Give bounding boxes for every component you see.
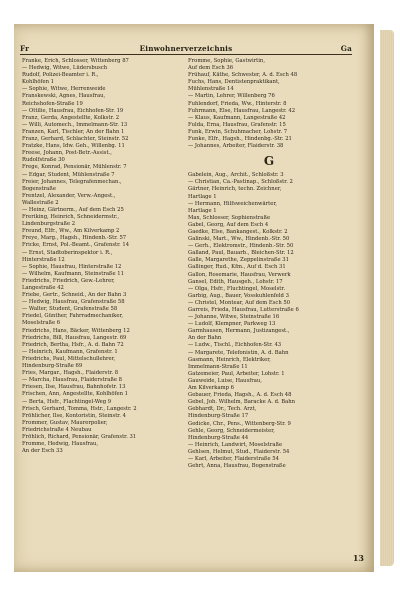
directory-entry: Gedicke, Chr., Pens., Wittenberg-Str. 9: [188, 420, 291, 427]
directory-entry: Frentzel, Alexander, Verw.-Angest.,: [22, 192, 116, 199]
directory-entry: — Edgar, Student, Mühlenstraße 7: [22, 171, 115, 178]
directory-entry: Hindenburg-Straße 17: [188, 413, 249, 420]
directory-entry: Immelmann-Straße 11: [188, 363, 248, 370]
directory-entry: Friedel, Günther, Fahrradmechaniker,: [22, 313, 124, 320]
directory-entry: — Johannes, Arbeiter, Flaiderstr. 38: [188, 143, 284, 150]
directory-entry: Frisch, Gerhard, Tomma, Hstr., Langestr. 2: [22, 405, 137, 412]
right-column-bottom: [188, 172, 350, 470]
directory-entry: Friebe, Gertr., Schneid., An der Bahn 3: [22, 292, 127, 299]
directory-entry: Galinski, Mart., Ww., Hindenb.-Str. 50: [188, 236, 290, 243]
directory-entry: Frischen, Ann, Angestellte, Kohlhöfen 1: [22, 391, 129, 398]
left-column: [22, 58, 184, 455]
directory-entry: Gallinger, Rud., Kfm., Auf d. Esch 31: [188, 264, 286, 271]
directory-entry: Franz, Gerda, Angestellte, Kolkstr. 2: [22, 114, 120, 121]
directory-entry: An der Bahn: [188, 335, 222, 342]
directory-entry: Gebel, Joh. Wilhelm, Baracke A. d. Bahn: [188, 399, 296, 406]
directory-entry: Funke, Elfr., Hagsh., Hindenbg.-Str. 21: [188, 136, 292, 143]
directory-entry: Gaedke, Else, Bankangest., Kolkstr. 2: [188, 228, 288, 235]
directory-entry: Fröhlich, Richard, Pensionär, Grafenstr. 31: [22, 433, 137, 440]
directory-entry: Fratzke, Hans, Idw. Geh., Willenbg. 11: [22, 143, 125, 150]
directory-entry: Auf dem Esch 36: [188, 65, 234, 72]
directory-entry: Hindenburg-Straße 44: [188, 434, 249, 441]
directory-entry: Hindenburg-Straße 69: [22, 363, 83, 370]
directory-entry: Lindenburgstraße 2: [22, 221, 76, 228]
directory-entry: — Karl, Arbeiter, Flaiderstraße 54: [188, 455, 279, 462]
directory-entry: Garbig, Aug., Bauer, Vosskuhlenfeld 3: [188, 292, 289, 299]
directory-entry: — Sophie, Hausfrau, Hinterstraße 12: [22, 263, 122, 270]
directory-entry: Fromme, Sophie, Gastwirtin,: [188, 58, 265, 64]
directory-entry: Reichshofen-Straße 19: [22, 100, 83, 107]
directory-entry: Friedrichs, Bill, Hausfrau, Langestr. 69: [22, 334, 127, 341]
directory-entry: An der Esch 33: [22, 448, 63, 455]
header-left: Fr: [20, 44, 30, 53]
directory-entry: — Margarete, Telefonistin, A. d. Bahn: [188, 349, 289, 356]
directory-entry: Fries, Margar., Hagsh., Flaiderstr. 8: [22, 370, 119, 377]
directory-entry: Gehrt, Anna, Hausfrau, Bogenstraße: [188, 463, 286, 470]
directory-entry: Kohlhöfen 1: [22, 79, 54, 86]
running-header: [20, 44, 352, 54]
directory-entry: — Hedwig, Witwe, Lüdersbusch: [22, 65, 108, 72]
directory-entry: Frühauf, Käthe, Schwester, A. d. Esch 48: [188, 72, 298, 79]
directory-entry: Freese, Johann, Post-Betr.-Assist.,: [22, 150, 112, 157]
directory-entry: Gabelein, Aug., Archit., Schloßstr. 3: [188, 172, 284, 179]
directory-entry: — Walter, Student, Grafenstraße 58: [22, 306, 118, 313]
directory-entry: Friedrichs, Friedrich, Gew.-Lehrer,: [22, 277, 115, 284]
directory-entry: Hartlage 1: [188, 207, 217, 214]
directory-entry: Frommer, Gustav, Maurerpolier,: [22, 419, 108, 426]
directory-entry: Gebauer, Frieda, Hagsh., A. d. Esch 48: [188, 392, 292, 399]
directory-entry: — Wilhelm, Kaufmann, Steinstraße 11: [22, 270, 124, 277]
directory-entry: Gasmann, Heinrich, Elektriker,: [188, 356, 271, 363]
directory-entry: — Heinrich, Kaufmann, Grafenstr. 1: [22, 348, 118, 355]
directory-entry: Galland, Paul, Bauarb., Bleichen-Str. 12: [188, 250, 294, 257]
page-number: 13: [352, 553, 364, 563]
directory-entry: Franzen, Karl, Tischler, An der Bahn 1: [22, 128, 125, 135]
directory-entry: — Martin, Lehrer, Willenberg 76: [188, 93, 275, 100]
directory-entry: Fuchs, Hans, Dentistenpraktikant,: [188, 79, 280, 86]
directory-entry: — Heinz, Gärtnerm., Auf dem Esch 25: [22, 206, 124, 213]
directory-entry: Fromme, Hedwig, Hausfrau,: [22, 441, 99, 448]
directory-entry: — Berta, Hsfr., Flachtingel-Weg 9: [22, 398, 112, 405]
directory-entry: — Gerh., Elektromstr., Hindenb.-Str. 50: [188, 243, 294, 250]
directory-entry: Franke, Erich, Schlosser, Wittenberg 87: [22, 58, 129, 64]
directory-entry: — Marcha, Hausfrau, Flaiderstraße 8: [22, 377, 122, 384]
directory-entry: Moselstraße 6: [22, 320, 61, 327]
right-column: [188, 58, 350, 470]
directory-entry: Hartlage 1: [188, 193, 217, 200]
directory-entry: Friedrichs, Paul, Mittelschullehrer,: [22, 355, 116, 362]
directory-entry: — Olga, Hsfr., Fluchtingel, Moselstr.: [188, 285, 285, 292]
directory-entry: Gauweide, Luise, Hausfrau,: [188, 377, 262, 384]
directory-entry: Bogenstraße: [22, 185, 56, 192]
directory-entry: Garreis, Frieda, Hausfrau, Lutterstraße 6: [188, 307, 299, 313]
directory-entry: Fröhlicher, Ilse, Kontoristin, Steinstr. 4: [22, 412, 126, 419]
directory-entry: — Ottilie, Hausfrau, Eichhofen-Str. 19: [22, 107, 124, 114]
directory-entry: Gärtner, Heinrich, techn. Zeichner,: [188, 186, 282, 193]
directory-entry: Friedrichs, Hans, Bäcker, Wittenberg 12: [22, 327, 130, 334]
directory-entry: Freund, Elfr., Ww., Am Kilverkamp 2: [22, 228, 120, 235]
directory-entry: Hinterstraße 12: [22, 256, 65, 263]
header-rule: [20, 54, 352, 55]
directory-entry: Gansel, Edith, Hausgeh., Lohstr. 17: [188, 278, 283, 285]
directory-entry: Galle, Margarethe, Zeppelinstraße 31: [188, 257, 289, 264]
directory-entry: — Willi, Automech., Immelmann-Str. 13: [22, 121, 128, 128]
directory-entry: — Ludolf, Klempner, Parkweg 13: [188, 321, 276, 328]
directory-entry: — Christel, Montear, Auf dem Esch 50: [188, 299, 291, 306]
directory-entry: Freye, Marg., Hagsh., Hindenb.-Str. 57: [22, 235, 127, 242]
header-title: Einwohnerverzeichnis: [139, 44, 233, 53]
directory-entry: — Klaus, Kaufmann, Langestraße 42: [188, 114, 286, 121]
directory-entry: Franz, Gerhard, Schlachter, Steinstr. 52: [22, 136, 129, 143]
directory-entry: Garmhausen, Hermann, Justizangest.,: [188, 328, 290, 335]
directory-entry: Gehlsen, Helmut, Stud., Flaiderstr. 54: [188, 448, 290, 455]
directory-entry: Mühlenstraße 14: [188, 86, 234, 93]
right-column-top: [188, 58, 350, 150]
directory-entry: Freier, Johannes, Telegrafenmechan.,: [22, 178, 122, 185]
directory-entry: Frege, Konrad, Pensionär, Mühlenstr. 7: [22, 164, 127, 171]
directory-entry: Wallestraße 2: [22, 199, 59, 206]
directory-entry: Fulda, Erna, Hausfrau, Grafenstr. 15: [188, 121, 286, 128]
directory-entry: Am Kilverkamp 6: [188, 385, 234, 392]
directory-entry: Gebhardt, Dr., Tech. Arzt,: [188, 406, 257, 413]
directory-entry: Fuhlendorf, Frieda, Ww., Hinterstr. 8: [188, 100, 287, 107]
directory-entry: Funk, Erwin, Schuhmacher, Lohstr. 7: [188, 128, 288, 135]
directory-entry: Gatzemeier, Paul, Arbeiter, Lohstr. 1: [188, 370, 285, 377]
directory-entry: Langestraße 42: [22, 285, 64, 291]
directory-entry: Freriking, Heinrich, Schneidermstr.,: [22, 214, 120, 221]
directory-entry: — Sophie, Witwe, Herrenweide: [22, 86, 106, 93]
directory-entry: Rudolfstraße 30: [22, 157, 65, 164]
directory-entry: — Hermann, Hilfsweichenwärter,: [188, 200, 277, 207]
directory-entry: Gabel, Georg, Auf dem Esch 4: [188, 221, 269, 228]
directory-entry: Gehle, Georg, Schneidermeister,: [188, 427, 275, 434]
directory-entry: Gallon, Rosemarie, Hausfrau, Verwerk: [188, 271, 291, 278]
directory-entry: Max, Schlosser, Sophienstraße: [188, 214, 271, 221]
directory-entry: Fricke, Ernst, Pol.-Beamt., Grafenstr. 14: [22, 242, 130, 249]
page-edges: [380, 30, 394, 566]
directory-entry: — Hedwig, Hausfrau, Grafenstraße 58: [22, 299, 125, 306]
directory-entry: Fuhrmann, Else, Hausfrau, Langestr. 42: [188, 107, 296, 114]
directory-entry: Rudolf, Polizei-Beamter i. R.,: [22, 72, 99, 79]
directory-entry: Friesen, Ilse, Hausfrau, Bahnhofstr. 13: [22, 384, 126, 391]
directory-entry: — Johanne, Witwe, Steinstraße 16: [188, 314, 280, 321]
directory-entry: — Heinrich, Landwirt, Moselstraße: [188, 441, 283, 448]
directory-entry: — Ernst, Stadtoberinspektor i. R.,: [22, 249, 113, 256]
header-right: Ga: [340, 44, 352, 53]
directory-entry: Franskewski, Agnes, Hausfrau,: [22, 93, 106, 100]
directory-entry: Friedrich, Bertha, Hsfr., A. d. Bahn 72: [22, 341, 124, 348]
directory-entry: — Ludw., Tischl., Eichhofen-Str. 43: [188, 342, 282, 349]
directory-entry: — Christian, Ca.-Pastinap., Schloßstr. 2: [188, 179, 293, 186]
directory-entry: Friedrichstraße 4 Neubau: [22, 426, 92, 433]
section-letter: G: [263, 154, 275, 169]
